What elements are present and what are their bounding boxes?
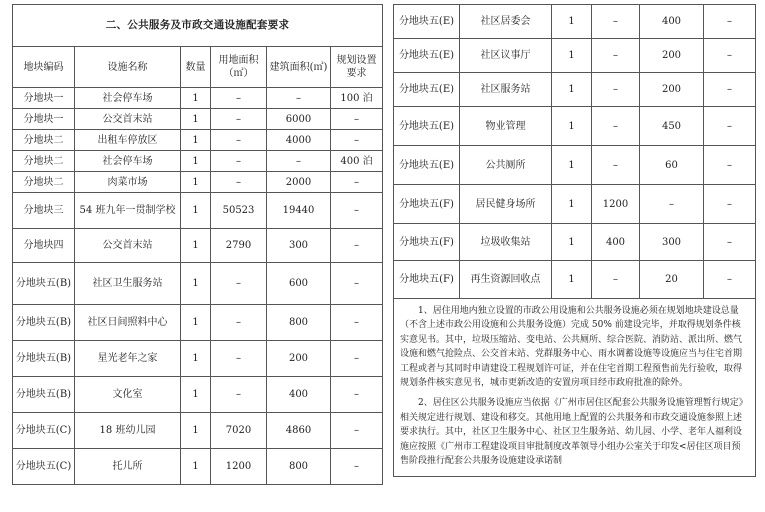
table-row: [13, 172, 383, 193]
note-paragraph-2: 2、居住区公共服务设施应当依据《广州市居住区配套公共服务设施管理暂行规定》相关规定进行规划、建设和移交。其他用地上配置的公共服务和市政交通设施参照上述要求执行。其中，社区卫生服务中心、社区卫生服务站、幼儿园、小学、老年人福利设施应按照《广州市工程建设项目审批制度改革领导小组办公室关于印发<居住区项目预售阶段推行配套公共服务设施建设承诺制: [400, 398, 748, 466]
table-row: [394, 107, 756, 146]
land-code-cell: 分地块二: [13, 172, 75, 193]
table-row: [394, 185, 756, 224]
table-row: [13, 151, 383, 172]
quantity-cell: 1: [552, 107, 592, 146]
land-area-cell: –: [592, 39, 640, 73]
land-code-cell: 分地块五(F): [394, 261, 460, 299]
land-area-cell: –: [592, 261, 640, 299]
quantity-cell: 1: [181, 341, 211, 377]
land-area-cell: 50523: [211, 193, 267, 229]
facility-name-cell: 居民健身场所: [460, 185, 552, 224]
requirement-cell: –: [704, 146, 756, 185]
land-code-cell: 分地块四: [13, 229, 75, 263]
table-row: [394, 224, 756, 261]
left-table-body: [13, 88, 383, 485]
table-row: [394, 39, 756, 73]
land-area-cell: –: [211, 109, 267, 130]
facility-name-cell: 文化室: [75, 377, 181, 413]
facility-name-cell: 肉菜市场: [75, 172, 181, 193]
quantity-cell: 1: [552, 146, 592, 185]
land-area-cell: 1200: [211, 449, 267, 485]
land-code-cell: 分地块五(B): [13, 263, 75, 305]
floor-area-cell: 4860: [267, 413, 331, 449]
table-row: [13, 263, 383, 305]
facility-name-cell: 社区服务站: [460, 73, 552, 107]
land-code-cell: 分地块一: [13, 88, 75, 109]
land-area-cell: –: [211, 151, 267, 172]
land-area-cell: –: [211, 130, 267, 151]
floor-area-cell: –: [267, 151, 331, 172]
table-row: [13, 341, 383, 377]
quantity-cell: 1: [181, 413, 211, 449]
header-requirement: 规划设置要求: [331, 47, 383, 88]
floor-area-cell: 300: [267, 229, 331, 263]
header-name: 设施名称: [75, 47, 181, 88]
quantity-cell: 1: [181, 263, 211, 305]
requirement-cell: –: [331, 377, 383, 413]
land-code-cell: 分地块五(B): [13, 377, 75, 413]
quantity-cell: 1: [181, 130, 211, 151]
table-row: [13, 130, 383, 151]
land-code-cell: 分地块五(C): [13, 449, 75, 485]
facility-name-cell: 公交首末站: [75, 109, 181, 130]
requirement-cell: –: [704, 5, 756, 39]
quantity-cell: 1: [181, 151, 211, 172]
facility-name-cell: 垃圾收集站: [460, 224, 552, 261]
facilities-table-right: [393, 4, 756, 477]
land-area-cell: 7020: [211, 413, 267, 449]
floor-area-cell: 60: [640, 146, 704, 185]
table-row: [394, 73, 756, 107]
land-area-cell: 1200: [592, 185, 640, 224]
quantity-cell: 1: [181, 449, 211, 485]
land-code-cell: 分地块三: [13, 193, 75, 229]
quantity-cell: 1: [181, 229, 211, 263]
land-code-cell: 分地块五(F): [394, 185, 460, 224]
requirement-cell: –: [704, 185, 756, 224]
header-code: 地块编码: [13, 47, 75, 88]
land-area-cell: –: [211, 305, 267, 341]
requirement-cell: –: [331, 172, 383, 193]
quantity-cell: 1: [181, 193, 211, 229]
land-code-cell: 分地块五(C): [13, 413, 75, 449]
floor-area-cell: 6000: [267, 109, 331, 130]
land-code-cell: 分地块五(B): [13, 341, 75, 377]
header-row: [13, 47, 383, 88]
floor-area-cell: 450: [640, 107, 704, 146]
land-area-cell: –: [592, 5, 640, 39]
facility-name-cell: 物业管理: [460, 107, 552, 146]
requirement-cell: –: [331, 229, 383, 263]
floor-area-cell: 19440: [267, 193, 331, 229]
floor-area-cell: –: [267, 88, 331, 109]
table-row: [13, 377, 383, 413]
quantity-cell: 1: [552, 261, 592, 299]
facility-name-cell: 社区日间照料中心: [75, 305, 181, 341]
floor-area-cell: 600: [267, 263, 331, 305]
requirement-cell: –: [331, 449, 383, 485]
floor-area-cell: 400: [640, 5, 704, 39]
land-area-cell: –: [592, 73, 640, 107]
land-code-cell: 分地块五(E): [394, 73, 460, 107]
land-area-cell: –: [592, 107, 640, 146]
floor-area-cell: 20: [640, 261, 704, 299]
land-code-cell: 分地块五(F): [394, 224, 460, 261]
note-paragraph-1: 1、居住用地内独立设置的市政公用设施和公共服务设施必须在规划地块建设总量（不含上述市政公用设施和公共服务设施）完成 50% 前建设完毕，并取得规划条件核实意见书。其中，垃圾压缩站、变电站、公共厕所、综合医院、消防站、派出所、燃气设施和燃气抢险点、公交首末站、党群服务中心、雨水调蓄设施等设施应当与住宅首期工程或者与其同时申请建设工程规划许可证，并在住宅首期工程预售前先行验收，取得规划条件核实意见书，城市更新改造的安置房项目经市政府批准的除外。: [400, 306, 743, 388]
land-area-cell: –: [211, 341, 267, 377]
right-table-body: [394, 5, 756, 299]
facility-name-cell: 社区议事厅: [460, 39, 552, 73]
land-code-cell: 分地块五(E): [394, 39, 460, 73]
floor-area-cell: 4000: [267, 130, 331, 151]
facility-name-cell: 社会停车场: [75, 151, 181, 172]
left-table-panel: [12, 4, 382, 485]
table-row: [13, 193, 383, 229]
quantity-cell: 1: [552, 5, 592, 39]
land-code-cell: 分地块五(B): [13, 305, 75, 341]
header-qty: 数量: [181, 47, 211, 88]
quantity-cell: 1: [552, 185, 592, 224]
requirement-cell: 400 泊: [331, 151, 383, 172]
land-code-cell: 分地块五(E): [394, 146, 460, 185]
notes-cell: [394, 299, 756, 477]
facility-name-cell: 出租车停放区: [75, 130, 181, 151]
facility-name-cell: 托儿所: [75, 449, 181, 485]
floor-area-cell: 200: [267, 341, 331, 377]
requirement-cell: –: [704, 39, 756, 73]
floor-area-cell: 2000: [267, 172, 331, 193]
facility-name-cell: 18 班幼儿园: [75, 413, 181, 449]
land-area-cell: –: [211, 172, 267, 193]
header-land-area: 用地面积（㎡）: [211, 47, 267, 88]
table-row: [13, 109, 383, 130]
requirement-cell: –: [331, 263, 383, 305]
requirement-cell: –: [331, 193, 383, 229]
requirement-cell: –: [331, 305, 383, 341]
table-row: [13, 88, 383, 109]
quantity-cell: 1: [181, 305, 211, 341]
quantity-cell: 1: [552, 39, 592, 73]
land-area-cell: –: [211, 263, 267, 305]
quantity-cell: 1: [181, 377, 211, 413]
table-row: [394, 261, 756, 299]
land-code-cell: 分地块二: [13, 151, 75, 172]
facilities-table-left: [12, 4, 383, 485]
table-row: [13, 229, 383, 263]
facility-name-cell: 再生资源回收点: [460, 261, 552, 299]
land-code-cell: 分地块五(E): [394, 107, 460, 146]
table-row: [13, 305, 383, 341]
quantity-cell: 1: [552, 224, 592, 261]
land-code-cell: 分地块二: [13, 130, 75, 151]
requirement-cell: –: [331, 413, 383, 449]
floor-area-cell: 300: [640, 224, 704, 261]
facility-name-cell: 54 班九年一贯制学校: [75, 193, 181, 229]
facility-name-cell: 社区居委会: [460, 5, 552, 39]
facility-name-cell: 社区卫生服务站: [75, 263, 181, 305]
requirement-cell: –: [331, 130, 383, 151]
quantity-cell: 1: [181, 88, 211, 109]
floor-area-cell: 800: [267, 305, 331, 341]
land-code-cell: 分地块一: [13, 109, 75, 130]
land-area-cell: 2790: [211, 229, 267, 263]
facility-name-cell: 社会停车场: [75, 88, 181, 109]
requirement-cell: –: [704, 224, 756, 261]
floor-area-cell: 200: [640, 73, 704, 107]
table-title: 二、公共服务及市政交通设施配套要求: [13, 5, 383, 47]
requirement-cell: –: [704, 261, 756, 299]
facility-name-cell: 公共厕所: [460, 146, 552, 185]
quantity-cell: 1: [552, 73, 592, 107]
land-area-cell: –: [211, 377, 267, 413]
requirement-cell: –: [704, 107, 756, 146]
table-row: [394, 146, 756, 185]
requirement-cell: –: [331, 341, 383, 377]
table-row: [13, 449, 383, 485]
table-row: [13, 413, 383, 449]
requirement-cell: –: [704, 73, 756, 107]
right-table-panel: [393, 4, 755, 477]
table-row: [394, 5, 756, 39]
land-code-cell: 分地块五(E): [394, 5, 460, 39]
facility-name-cell: 星光老年之家: [75, 341, 181, 377]
quantity-cell: 1: [181, 172, 211, 193]
floor-area-cell: 400: [267, 377, 331, 413]
floor-area-cell: 800: [267, 449, 331, 485]
header-floor-area: 建筑面积(㎡): [267, 47, 331, 88]
requirement-cell: –: [331, 109, 383, 130]
land-area-cell: –: [592, 146, 640, 185]
floor-area-cell: 200: [640, 39, 704, 73]
floor-area-cell: –: [640, 185, 704, 224]
land-area-cell: 400: [592, 224, 640, 261]
requirement-cell: 100 泊: [331, 88, 383, 109]
facility-name-cell: 公交首末站: [75, 229, 181, 263]
land-area-cell: –: [211, 88, 267, 109]
quantity-cell: 1: [181, 109, 211, 130]
